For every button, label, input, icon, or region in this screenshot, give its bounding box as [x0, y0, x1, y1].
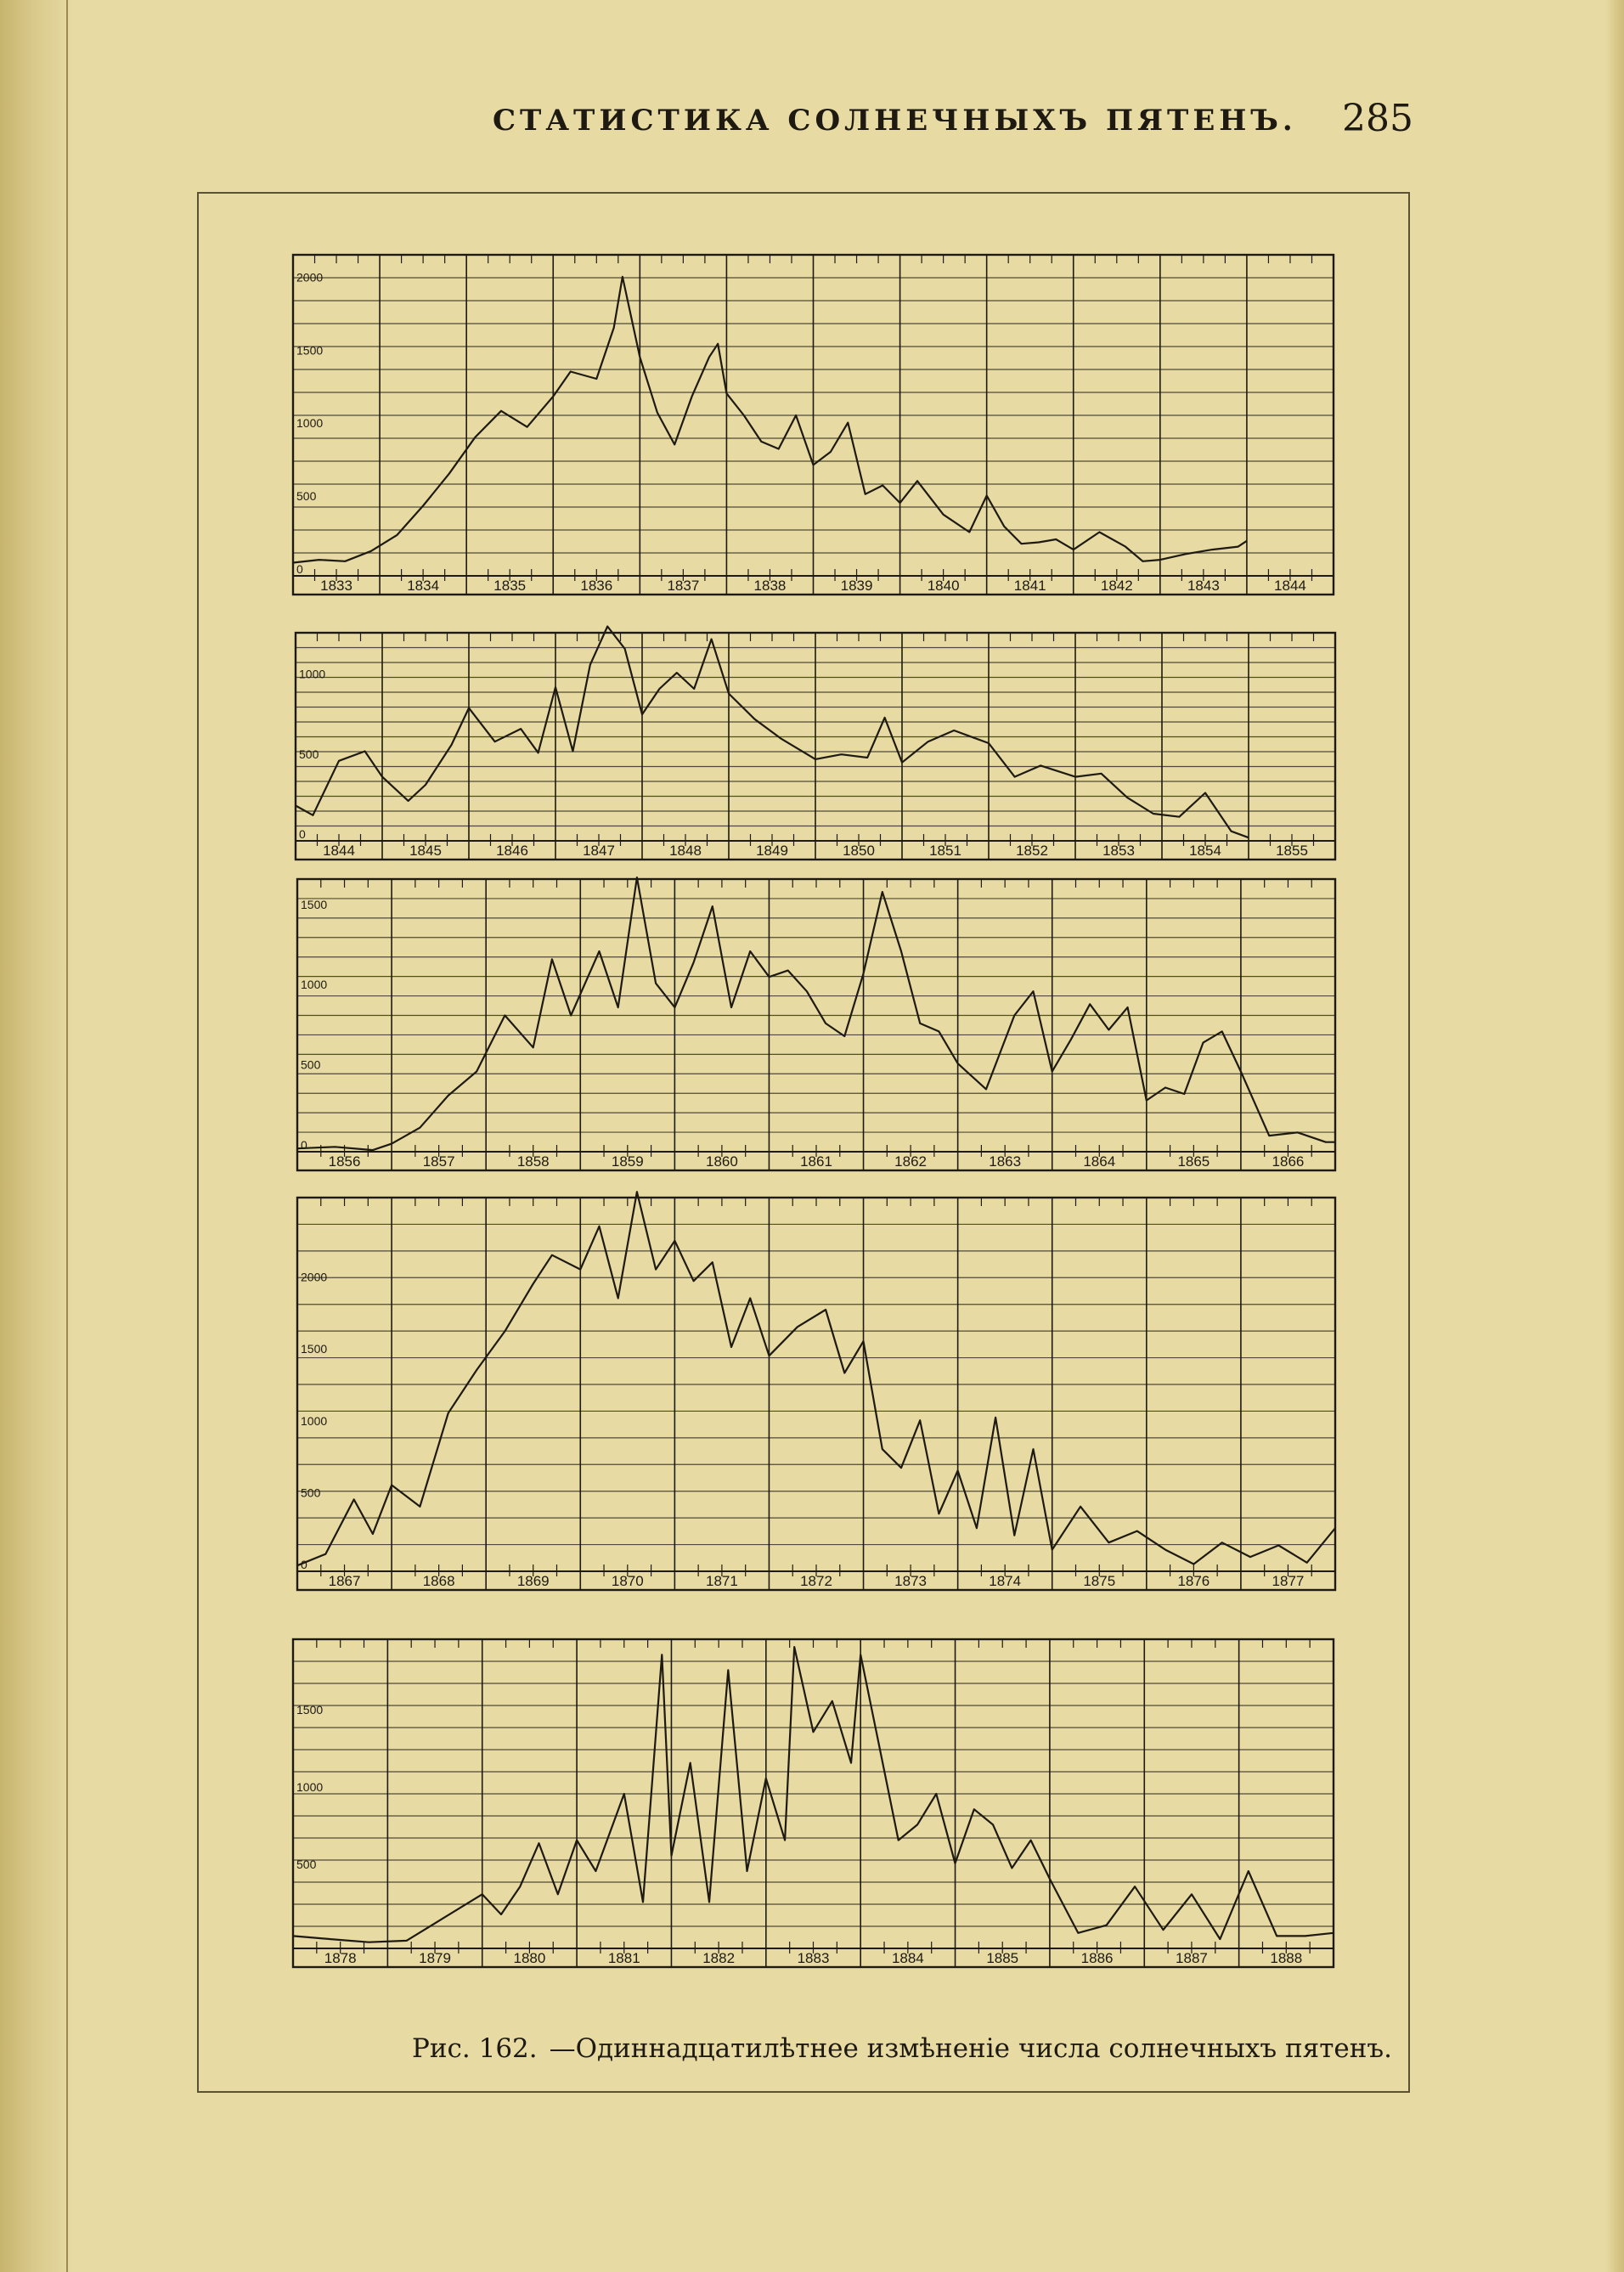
year-label: 1879: [419, 1950, 451, 1966]
year-label: 1845: [409, 843, 442, 859]
y-tick-label: 1000: [301, 978, 328, 992]
y-tick-label: 500: [299, 747, 319, 761]
year-label: 1883: [797, 1950, 830, 1966]
year-label: 1859: [611, 1153, 644, 1170]
year-label: 1833: [320, 578, 352, 594]
year-label: 1861: [800, 1153, 832, 1170]
year-label: 1855: [1276, 843, 1308, 859]
y-tick-label: 2000: [301, 1270, 328, 1284]
year-label: 1835: [493, 578, 527, 594]
year-label: 1856: [328, 1153, 361, 1170]
chart-panel-4: [297, 1192, 1335, 1590]
year-label: 1884: [891, 1950, 924, 1966]
year-label: 1888: [1270, 1950, 1303, 1966]
year-label: 1849: [756, 843, 788, 859]
year-label: 1844: [323, 843, 355, 859]
year-label: 1864: [1083, 1153, 1116, 1170]
chart-panel-3: [297, 877, 1335, 1170]
y-tick-label: 1500: [301, 897, 328, 911]
year-label: 1840: [927, 578, 960, 594]
sunspot-series-line: [297, 1192, 1335, 1565]
sunspot-series-line: [293, 277, 1247, 563]
y-tick-label: 0: [299, 827, 306, 841]
year-label: 1857: [422, 1153, 455, 1170]
year-label: 1842: [1100, 578, 1133, 594]
year-label: 1853: [1102, 843, 1135, 859]
y-tick-label: 500: [301, 1057, 321, 1072]
sunspot-series-line: [296, 627, 1249, 838]
year-label: 1851: [929, 843, 961, 859]
year-label: 1873: [894, 1573, 928, 1589]
year-label: 1876: [1177, 1573, 1210, 1589]
year-label: 1858: [516, 1153, 550, 1170]
year-label: 1874: [989, 1573, 1022, 1589]
year-label: 1885: [986, 1950, 1019, 1966]
y-tick-label: 1000: [301, 1413, 328, 1428]
year-label: 1886: [1080, 1950, 1114, 1966]
figure-caption-text: —Одиннадцатилѣтнее измѣненіе числа солнечныхъ пятенъ.: [549, 2033, 1392, 2064]
running-header-title: СТАТИСТИКА СОЛНЕЧНЫХЪ ПЯТЕНЪ.: [493, 104, 1297, 138]
year-label: 1865: [1177, 1153, 1210, 1170]
year-label: 1863: [989, 1153, 1022, 1170]
year-label: 1852: [1016, 843, 1048, 859]
y-tick-label: 2000: [296, 270, 324, 285]
year-label: 1867: [328, 1573, 361, 1589]
panel-border: [293, 1639, 1334, 1967]
year-label: 1881: [607, 1950, 640, 1966]
year-label: 1887: [1176, 1950, 1208, 1966]
y-tick-label: 0: [301, 1138, 307, 1152]
panel-border: [297, 1198, 1335, 1590]
panel-border: [297, 879, 1335, 1170]
year-label: 1877: [1272, 1573, 1305, 1589]
year-label: 1837: [667, 578, 700, 594]
figure-caption: [412, 2033, 1392, 2064]
y-tick-label: 1500: [296, 1703, 324, 1717]
year-label: 1843: [1187, 578, 1220, 594]
year-label: 1854: [1189, 843, 1221, 859]
year-label: 1844: [1274, 578, 1306, 594]
y-tick-label: 1500: [296, 343, 324, 358]
year-label: 1878: [324, 1950, 357, 1966]
y-tick-label: 1000: [296, 1780, 324, 1794]
year-label: 1870: [611, 1573, 644, 1589]
y-tick-label: 500: [296, 1858, 317, 1871]
y-tick-label: 1500: [301, 1342, 328, 1356]
year-label: 1860: [705, 1153, 738, 1170]
year-label: 1839: [840, 578, 873, 594]
y-tick-label: 1000: [296, 416, 324, 431]
year-label: 1850: [843, 843, 875, 859]
year-label: 1869: [516, 1573, 550, 1589]
page-number: 285: [1342, 97, 1413, 140]
year-label: 1880: [513, 1950, 546, 1966]
year-label: 1841: [1013, 578, 1046, 594]
y-tick-label: 1000: [299, 667, 326, 681]
year-label: 1871: [705, 1573, 738, 1589]
year-label: 1848: [669, 843, 702, 859]
year-label: 1836: [580, 578, 613, 594]
y-tick-label: 0: [296, 562, 303, 576]
sunspot-series-line: [293, 1647, 1334, 1942]
year-label: 1846: [496, 843, 528, 859]
y-tick-label: 0: [301, 1558, 307, 1571]
y-tick-label: 500: [296, 489, 317, 504]
year-label: 1868: [422, 1573, 455, 1589]
y-tick-label: 500: [301, 1486, 321, 1500]
year-label: 1862: [894, 1153, 928, 1170]
year-label: 1872: [800, 1573, 832, 1589]
chart-panel-2: [296, 627, 1335, 860]
year-label: 1847: [583, 843, 615, 859]
year-label: 1834: [407, 578, 440, 594]
year-label: 1838: [753, 578, 787, 594]
year-label: 1866: [1272, 1153, 1305, 1170]
year-label: 1882: [702, 1950, 736, 1966]
year-label: 1875: [1083, 1573, 1116, 1589]
chart-panel-1: [293, 255, 1334, 595]
chart-panel-5: [293, 1639, 1334, 1967]
figure-label: Рис. 162.: [412, 2033, 538, 2064]
